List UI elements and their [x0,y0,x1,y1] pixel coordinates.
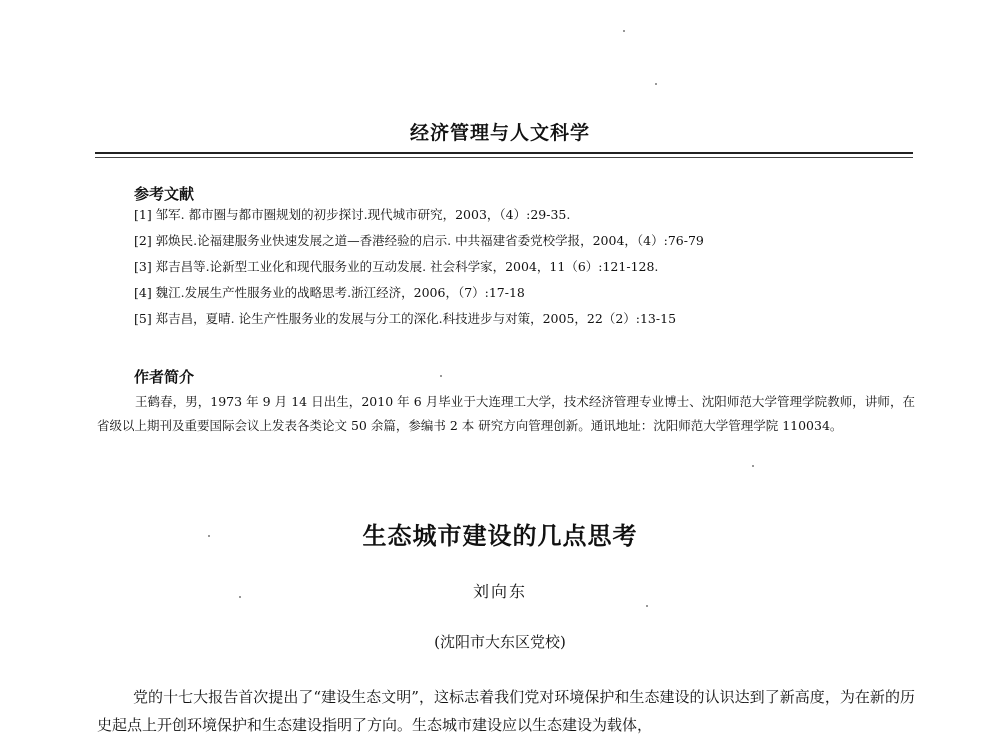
header-rule-thick [95,152,913,154]
article-author: 刘向东 [472,582,527,601]
scan-speck [655,83,657,85]
article-body-paragraph: 党的十七大报告首次提出了“建设生态文明”，这标志着我们党对环境保护和生态建设的认识达到了新高度，为在新的历史起点上开创环境保护和生态建设指明了方向。生态城市建设应以生态建设为载体， [97,688,915,734]
scan-speck [208,535,210,537]
reference-item: [2] 郭焕民.论福建服务业快速发展之道—香港经验的启示. 中共福建省委党校学报，2004，（4）:76-79 [134,233,704,248]
references-heading: 参考文献 [134,185,195,203]
reference-item: [3] 郑吉昌等.论新型工业化和现代服务业的互动发展. 社会科学家，2004，11（6）:121-128. [134,259,659,274]
article-title: 生态城市建设的几点思考 [362,522,638,550]
scan-speck [752,465,754,467]
reference-item: [4] 魏江.发展生产性服务业的战略思考.浙江经济，2006，（7）:17-18 [134,285,525,300]
scan-speck [623,30,625,32]
scan-speck [440,375,442,377]
running-header: 经济管理与人文科学 [409,122,590,144]
author-profile-heading: 作者简介 [134,368,195,386]
reference-item: [1] 邹军. 都市圈与都市圈规划的初步探讨.现代城市研究，2003，（4）:29-35. [134,207,571,222]
header-rule-thin [95,157,913,158]
reference-item: [5] 郑吉昌，夏晴. 论生产性服务业的发展与分工的深化.科技进步与对策，2005，22（2）:13-15 [134,311,677,326]
reference-list [134,206,914,336]
article-affiliation: (沈阳市大东区党校) [434,633,566,651]
scan-speck [646,605,648,607]
scan-speck [239,596,241,598]
author-profile-text: 王鹤春，男，1973 年 9 月 14 日出生，2010 年 6 月毕业于大连理工大学，技术经济管理专业博士、沈阳师范大学管理学院教师，讲师，在省级以上期刊及重要国际会议上发表各类论文 50 余篇，参编书 2 本 研究方向管理创新。通讯地址：沈阳师范大学管理学院 110034。 [97,394,915,433]
